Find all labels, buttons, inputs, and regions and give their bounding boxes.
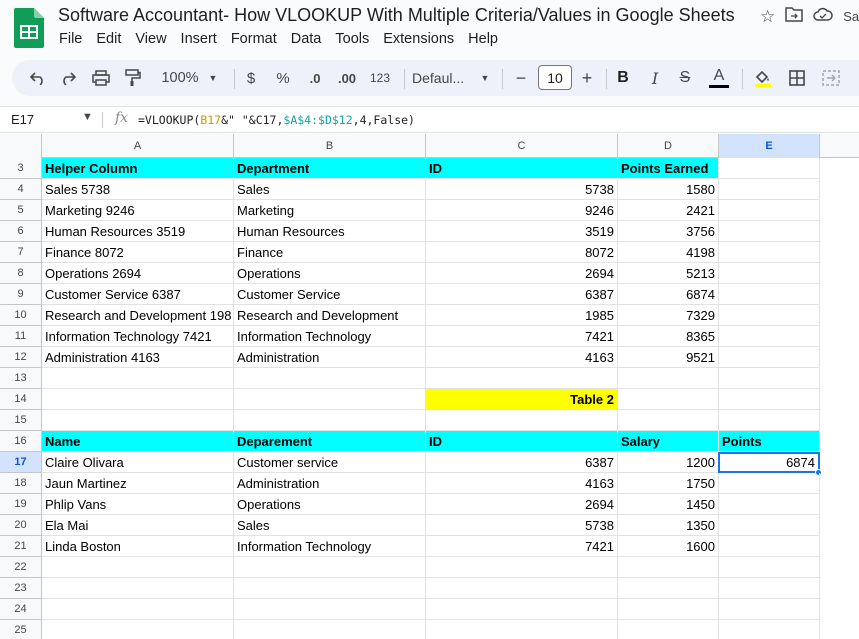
cell-e6[interactable] xyxy=(719,221,820,242)
menu-edit[interactable]: Edit xyxy=(96,31,122,47)
strikethrough-button[interactable]: S xyxy=(679,69,691,86)
folder-move-icon[interactable] xyxy=(785,6,803,27)
cell-d21[interactable]: 1600 xyxy=(618,536,719,557)
cell-e16[interactable]: Points xyxy=(719,431,820,452)
cell-e19[interactable] xyxy=(719,494,820,515)
cell-c21[interactable]: 7421 xyxy=(426,536,618,557)
formula-bar-separator xyxy=(102,112,103,128)
cell-d16[interactable]: Salary xyxy=(618,431,719,452)
currency-format-button[interactable]: $ xyxy=(246,69,256,87)
column-header-c[interactable]: C xyxy=(426,134,618,158)
cell-c8[interactable]: 2694 xyxy=(426,263,618,284)
cell-a22[interactable] xyxy=(42,557,234,578)
toolbar-separator xyxy=(742,69,743,89)
row-header[interactable]: 14 xyxy=(0,389,42,410)
undo-icon[interactable] xyxy=(26,60,50,96)
cell-a8[interactable]: Operations 2694 xyxy=(42,263,234,284)
table-row xyxy=(0,536,859,557)
cell-d24[interactable] xyxy=(618,599,719,620)
row-header[interactable]: 13 xyxy=(0,368,42,389)
table-row xyxy=(0,158,859,179)
table-row xyxy=(0,200,859,221)
row-header[interactable]: 21 xyxy=(0,536,42,557)
cell-a10[interactable]: Research and Development 198 xyxy=(42,305,234,326)
cell-a24[interactable] xyxy=(42,599,234,620)
row-header[interactable]: 18 xyxy=(0,473,42,494)
row-header[interactable]: 19 xyxy=(0,494,42,515)
cell-e14[interactable] xyxy=(719,389,820,410)
cell-d6[interactable]: 3756 xyxy=(618,221,719,242)
row-header[interactable]: 3 xyxy=(0,158,42,179)
formula-part-range: $A$4:$D$12 xyxy=(283,113,353,127)
toolbar-separator xyxy=(502,69,503,89)
cell-e13[interactable] xyxy=(719,368,820,389)
cell-b15[interactable] xyxy=(234,410,426,431)
cell-e15[interactable] xyxy=(719,410,820,431)
document-title[interactable]: Software Accountant- How VLOOKUP With Multiple Criteria/Values in Google Sheets xyxy=(58,5,735,25)
cell-a25[interactable] xyxy=(42,620,234,639)
cell-b24[interactable] xyxy=(234,599,426,620)
cell-b6[interactable]: Human Resources xyxy=(234,221,426,242)
text-color-letter: A xyxy=(713,66,725,84)
cell-d20[interactable]: 1350 xyxy=(618,515,719,536)
cell-a11[interactable]: Information Technology 7421 xyxy=(42,326,234,347)
menu-extensions[interactable]: Extensions xyxy=(383,31,455,47)
cell-a19[interactable]: Phlip Vans xyxy=(42,494,234,515)
increase-font-size-button[interactable]: + xyxy=(581,67,593,88)
cell-d9[interactable]: 6874 xyxy=(618,284,719,305)
font-size-input[interactable]: 10 xyxy=(538,65,572,90)
name-box-chevron-down-icon[interactable]: ▼ xyxy=(82,111,93,123)
cell-c9[interactable]: 6387 xyxy=(426,284,618,305)
cell-b11[interactable]: Information Technology xyxy=(234,326,426,347)
row-header[interactable]: 12 xyxy=(0,347,42,368)
cell-d14[interactable] xyxy=(618,389,719,410)
title-icons xyxy=(760,6,859,27)
row-header[interactable]: 10 xyxy=(0,305,42,326)
paint-format-icon[interactable] xyxy=(120,60,146,96)
cell-c7[interactable]: 8072 xyxy=(426,242,618,263)
row-header[interactable]: 4 xyxy=(0,179,42,200)
cell-b9[interactable]: Customer Service xyxy=(234,284,426,305)
row-header[interactable]: 24 xyxy=(0,599,42,620)
row-header[interactable]: 9 xyxy=(0,284,42,305)
row-header[interactable]: 6 xyxy=(0,221,42,242)
cell-a12[interactable]: Administration 4163 xyxy=(42,347,234,368)
column-header-a[interactable]: A xyxy=(42,134,234,158)
account-name-partial[interactable]: Sa xyxy=(843,9,859,24)
cell-c19[interactable]: 2694 xyxy=(426,494,618,515)
cell-e21[interactable] xyxy=(719,536,820,557)
cell-c12[interactable]: 4163 xyxy=(426,347,618,368)
formula-input[interactable] xyxy=(138,113,415,127)
cell-c24[interactable] xyxy=(426,599,618,620)
cell-b16[interactable]: Deparement xyxy=(234,431,426,452)
cell-c18[interactable]: 4163 xyxy=(426,473,618,494)
table-row xyxy=(0,599,859,620)
column-header-e[interactable]: E xyxy=(719,134,820,158)
increase-decimal-button[interactable]: .00 xyxy=(337,70,357,86)
cell-e23[interactable] xyxy=(719,578,820,599)
more-formats-button[interactable]: 123 xyxy=(369,71,391,85)
cell-c13[interactable] xyxy=(426,368,618,389)
toolbar-separator xyxy=(404,69,405,89)
italic-button[interactable]: I xyxy=(651,68,659,88)
toolbar xyxy=(12,60,859,96)
cell-c25[interactable] xyxy=(426,620,618,639)
cell-a14[interactable] xyxy=(42,389,234,410)
cell-c20[interactable]: 5738 xyxy=(426,515,618,536)
cell-a17[interactable]: Claire Olivara xyxy=(42,452,234,473)
toolbar-separator xyxy=(234,69,235,89)
row-header[interactable]: 11 xyxy=(0,326,42,347)
cell-b23[interactable] xyxy=(234,578,426,599)
menu-insert[interactable]: Insert xyxy=(180,31,217,47)
cell-b12[interactable]: Administration xyxy=(234,347,426,368)
menu-tools[interactable]: Tools xyxy=(335,31,370,47)
cloud-status-icon[interactable] xyxy=(813,6,833,27)
cell-e7[interactable] xyxy=(719,242,820,263)
cell-c4[interactable]: 5738 xyxy=(426,179,618,200)
cell-d18[interactable]: 1750 xyxy=(618,473,719,494)
menu-file[interactable]: File xyxy=(59,31,83,47)
row-header[interactable]: 7 xyxy=(0,242,42,263)
spreadsheet-grid[interactable] xyxy=(0,134,859,639)
table-row xyxy=(0,284,859,305)
menu-view[interactable]: View xyxy=(135,31,167,47)
formula-part-ref-b17: B17 xyxy=(200,113,222,127)
cell-b4[interactable]: Sales xyxy=(234,179,426,200)
cell-d22[interactable] xyxy=(618,557,719,578)
zoom-chevron-down-icon[interactable]: ▼ xyxy=(208,73,218,83)
cell-d19[interactable]: 1450 xyxy=(618,494,719,515)
cell-a13[interactable] xyxy=(42,368,234,389)
cell-a18[interactable]: Jaun Martinez xyxy=(42,473,234,494)
select-all-corner[interactable] xyxy=(0,134,42,158)
table-row xyxy=(0,578,859,599)
decrease-font-size-button[interactable]: − xyxy=(515,67,527,88)
cell-e20[interactable] xyxy=(719,515,820,536)
cell-d11[interactable]: 8365 xyxy=(618,326,719,347)
cell-e3[interactable] xyxy=(719,158,820,179)
cell-a3[interactable]: Helper Column xyxy=(42,158,234,179)
menu-format[interactable]: Format xyxy=(230,31,277,47)
table-row xyxy=(0,347,859,368)
cell-a6[interactable]: Human Resources 3519 xyxy=(42,221,234,242)
cell-d13[interactable] xyxy=(618,368,719,389)
cell-c11[interactable]: 7421 xyxy=(426,326,618,347)
cell-a4[interactable]: Sales 5738 xyxy=(42,179,234,200)
formula-bar xyxy=(0,106,859,133)
cell-c5[interactable]: 9246 xyxy=(426,200,618,221)
fx-icon: fx xyxy=(115,110,129,126)
cell-d8[interactable]: 5213 xyxy=(618,263,719,284)
cell-e10[interactable] xyxy=(719,305,820,326)
decrease-decimal-button[interactable]: .0 xyxy=(309,70,321,86)
cell-a21[interactable]: Linda Boston xyxy=(42,536,234,557)
cell-e9[interactable] xyxy=(719,284,820,305)
cell-e18[interactable] xyxy=(719,473,820,494)
menu-bar xyxy=(52,29,505,49)
cell-e12[interactable] xyxy=(719,347,820,368)
cell-d25[interactable] xyxy=(618,620,719,639)
cell-c15[interactable] xyxy=(426,410,618,431)
cell-b20[interactable]: Sales xyxy=(234,515,426,536)
cell-c6[interactable]: 3519 xyxy=(426,221,618,242)
menu-help[interactable]: Help xyxy=(468,31,498,47)
row-header[interactable]: 22 xyxy=(0,557,42,578)
table-row xyxy=(0,221,859,242)
redo-icon[interactable] xyxy=(56,60,80,96)
cell-b25[interactable] xyxy=(234,620,426,639)
table-row xyxy=(0,473,859,494)
text-color-swatch xyxy=(709,85,729,88)
cell-e4[interactable] xyxy=(719,179,820,200)
row-header[interactable]: 20 xyxy=(0,515,42,536)
cell-d4[interactable]: 1580 xyxy=(618,179,719,200)
cell-c14[interactable]: Table 2 xyxy=(426,389,618,410)
toolbar-separator xyxy=(606,69,607,89)
table-row xyxy=(0,263,859,284)
formula-part-function: =VLOOKUP( xyxy=(138,113,201,127)
cell-b18[interactable]: Administration xyxy=(234,473,426,494)
cell-b19[interactable]: Operations xyxy=(234,494,426,515)
cell-c23[interactable] xyxy=(426,578,618,599)
cell-d10[interactable]: 7329 xyxy=(618,305,719,326)
table-row xyxy=(0,368,859,389)
name-box[interactable]: E17 xyxy=(11,112,35,127)
row-header[interactable]: 17 xyxy=(0,452,42,473)
formula-part-args: ,4,False) xyxy=(352,113,415,127)
cell-d23[interactable] xyxy=(618,578,719,599)
cell-a5[interactable]: Marketing 9246 xyxy=(42,200,234,221)
cell-d3[interactable]: Points Earned xyxy=(618,158,719,179)
table-row xyxy=(0,452,859,473)
sheets-logo-icon[interactable] xyxy=(14,8,44,48)
table-row xyxy=(0,326,859,347)
cell-b5[interactable]: Marketing xyxy=(234,200,426,221)
star-icon[interactable]: ☆ xyxy=(760,6,776,26)
table-row xyxy=(0,494,859,515)
cell-e8[interactable] xyxy=(719,263,820,284)
borders-icon[interactable] xyxy=(784,60,810,96)
cell-e24[interactable] xyxy=(719,599,820,620)
font-family-select[interactable]: Defaul... xyxy=(412,70,465,86)
cell-b3[interactable]: Department xyxy=(234,158,426,179)
cell-b14[interactable] xyxy=(234,389,426,410)
cell-e22[interactable] xyxy=(719,557,820,578)
cell-d17[interactable]: 1200 xyxy=(618,452,719,473)
cell-a7[interactable]: Finance 8072 xyxy=(42,242,234,263)
cell-e11[interactable] xyxy=(719,326,820,347)
column-headers xyxy=(0,134,859,158)
merge-cells-icon[interactable] xyxy=(818,60,844,96)
row-header[interactable]: 8 xyxy=(0,263,42,284)
row-header[interactable]: 5 xyxy=(0,200,42,221)
formula-part-concat: &" "&C17, xyxy=(221,113,284,127)
column-header-b[interactable]: B xyxy=(234,134,426,158)
row-header[interactable]: 16 xyxy=(0,431,42,452)
cell-a9[interactable]: Customer Service 6387 xyxy=(42,284,234,305)
cell-b8[interactable]: Operations xyxy=(234,263,426,284)
cell-e17[interactable]: 6874 xyxy=(718,452,820,473)
menu-data[interactable]: Data xyxy=(290,31,322,47)
table-row xyxy=(0,557,859,578)
table-row xyxy=(0,389,859,410)
cell-e5[interactable] xyxy=(719,200,820,221)
cell-c22[interactable] xyxy=(426,557,618,578)
cell-a16[interactable]: Name xyxy=(42,431,234,452)
percent-format-button[interactable]: % xyxy=(276,69,290,87)
cell-c3[interactable]: ID xyxy=(426,158,618,179)
cell-b13[interactable] xyxy=(234,368,426,389)
cell-b17[interactable]: Customer service xyxy=(234,452,426,473)
cell-c17[interactable]: 6387 xyxy=(426,452,618,473)
cell-c16[interactable]: ID xyxy=(426,431,618,452)
bold-button[interactable]: B xyxy=(617,69,629,86)
cell-d15[interactable] xyxy=(618,410,719,431)
row-header[interactable]: 15 xyxy=(0,410,42,431)
row-header[interactable]: 25 xyxy=(0,620,42,639)
text-color-button[interactable] xyxy=(708,60,730,96)
cell-b22[interactable] xyxy=(234,557,426,578)
table-row xyxy=(0,620,859,639)
row-header[interactable]: 23 xyxy=(0,578,42,599)
cell-a23[interactable] xyxy=(42,578,234,599)
cell-b21[interactable]: Information Technology xyxy=(234,536,426,557)
cell-b7[interactable]: Finance xyxy=(234,242,426,263)
font-chevron-down-icon[interactable]: ▼ xyxy=(480,73,490,83)
table-row xyxy=(0,515,859,536)
cell-d5[interactable]: 2421 xyxy=(618,200,719,221)
cell-a20[interactable]: Ela Mai xyxy=(42,515,234,536)
table-row xyxy=(0,242,859,263)
print-icon[interactable] xyxy=(88,60,114,96)
table-row xyxy=(0,410,859,431)
cell-b10[interactable]: Research and Development xyxy=(234,305,426,326)
cell-d7[interactable]: 4198 xyxy=(618,242,719,263)
cell-c10[interactable]: 1985 xyxy=(426,305,618,326)
cell-e25[interactable] xyxy=(719,620,820,639)
fill-color-icon[interactable] xyxy=(750,60,776,96)
cell-d12[interactable]: 9521 xyxy=(618,347,719,368)
zoom-select[interactable]: 100% xyxy=(161,70,199,86)
table-row xyxy=(0,305,859,326)
cell-a15[interactable] xyxy=(42,410,234,431)
column-header-d[interactable]: D xyxy=(618,134,719,158)
table-row xyxy=(0,179,859,200)
table-row xyxy=(0,431,859,452)
